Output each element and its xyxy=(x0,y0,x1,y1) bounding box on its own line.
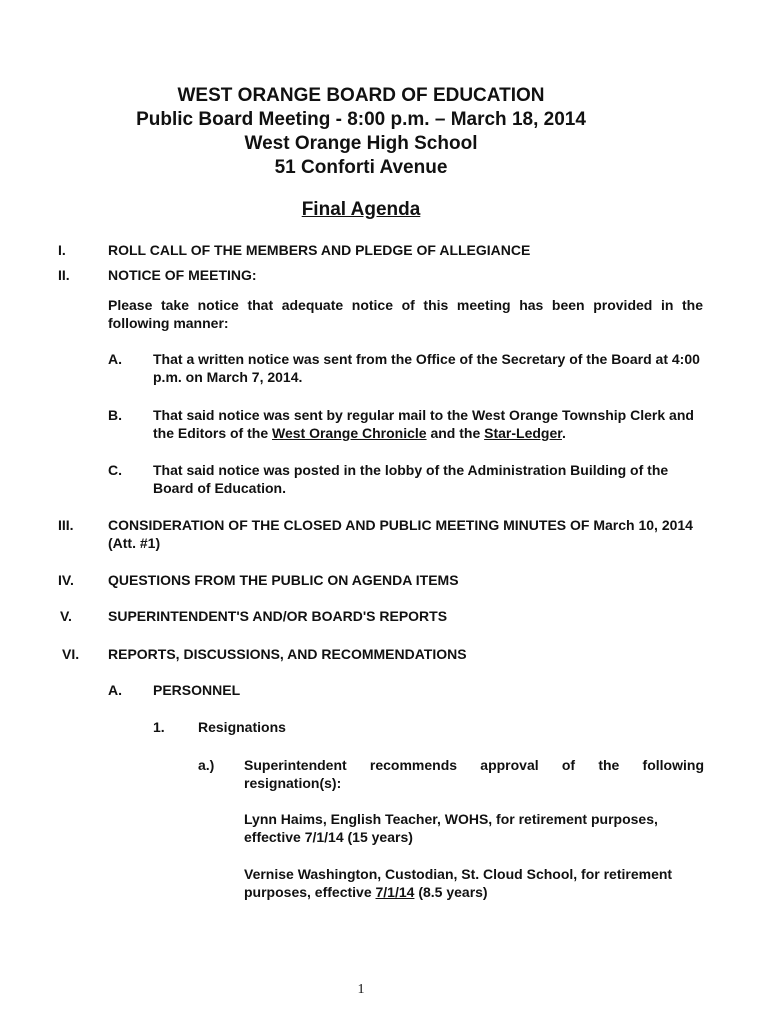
item-number: II. xyxy=(58,267,70,283)
item-heading: ROLL CALL OF THE MEMBERS AND PLEDGE OF ALLEGIANCE xyxy=(108,242,531,258)
sub-item-number: 1. xyxy=(153,719,165,735)
personnel-heading: PERSONNEL xyxy=(153,682,241,698)
item-heading: REPORTS, DISCUSSIONS, AND RECOMMENDATIONS xyxy=(108,646,467,662)
sub-item-letter: C. xyxy=(108,462,122,478)
effective-date: 7/1/14 xyxy=(375,884,415,900)
item-number: V. xyxy=(60,608,72,624)
item-number: IV. xyxy=(58,572,74,588)
resignation-entry: Vernise Washington, Custodian, St. Cloud School, for retirement purposes, effective 7/1/14 (8.5 years) xyxy=(244,866,673,900)
newspaper-title: West Orange Chronicle xyxy=(272,425,427,441)
item-heading: NOTICE OF MEETING: xyxy=(108,267,257,283)
sub-item-letter: A. xyxy=(108,351,122,367)
item-number: VI. xyxy=(62,646,80,662)
page-number: 1 xyxy=(357,982,365,997)
board-title: WEST ORANGE BOARD OF EDUCATION xyxy=(177,85,545,106)
sub-sub-item-label: a.) xyxy=(198,757,215,773)
meeting-line: Public Board Meeting - 8:00 p.m. – March 18, 2014 xyxy=(136,109,586,130)
agenda-title: Final Agenda xyxy=(301,199,421,220)
notice-c-text: That said notice was posted in the lobby of the Administration Building of the Board of Education. xyxy=(153,462,669,496)
resignation-recommendation: Superintendent recommends approval of the following resignation(s): xyxy=(244,757,704,791)
resignation-entry: Lynn Haims, English Teacher, WOHS, for retirement purposes, effective 7/1/14 (15 years) xyxy=(244,811,658,845)
address-line: 51 Conforti Avenue xyxy=(274,157,448,178)
notice-b-text: That said notice was sent by regular mail to the West Orange Township Clerk and the Editors of the West Orange Chronicle and the Star-Ledger. xyxy=(153,407,694,441)
notice-a-text: That a written notice was sent from the Office of the Secretary of the Board at 4:00 p.m. on March 7, 2014. xyxy=(153,351,700,385)
newspaper-title: Star-Ledger xyxy=(484,425,562,441)
item-number: III. xyxy=(58,517,74,533)
sub-item-letter: A. xyxy=(108,682,122,698)
item-heading: CONSIDERATION OF THE CLOSED AND PUBLIC MEETING MINUTES OF March 10, 2014 (Att. #1) xyxy=(108,517,693,551)
resignations-heading: Resignations xyxy=(198,719,286,735)
notice-intro: Please take notice that adequate notice of this meeting has been provided in the following manner: xyxy=(108,297,703,331)
sub-item-letter: B. xyxy=(108,407,122,423)
item-heading: SUPERINTENDENT'S AND/OR BOARD'S REPORTS xyxy=(108,608,448,624)
item-heading: QUESTIONS FROM THE PUBLIC ON AGENDA ITEMS xyxy=(108,572,459,588)
location-line: West Orange High School xyxy=(244,133,478,154)
item-number: I. xyxy=(58,242,66,258)
